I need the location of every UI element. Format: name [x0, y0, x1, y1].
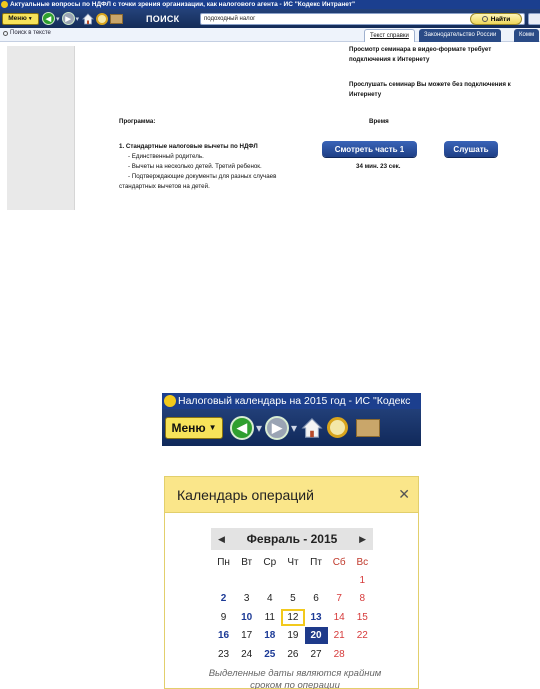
calendar-day[interactable]: 15 — [356, 611, 368, 623]
month-label: Февраль - 2015 — [246, 532, 338, 546]
calendar-day[interactable]: 10 — [241, 611, 253, 623]
window-titlebar — [162, 393, 421, 409]
weekday-row — [212, 553, 374, 571]
secondary-toolbar — [0, 28, 540, 42]
calendar-day[interactable]: 27 — [310, 648, 322, 660]
calendar-day[interactable]: 19 — [287, 630, 299, 642]
program-item-line: - Подтверждающие документы для разных случаев — [128, 173, 277, 180]
calendar-day[interactable]: 6 — [313, 593, 319, 605]
calendar-day[interactable]: 8 — [359, 593, 366, 605]
calendar-empty-cell — [351, 646, 374, 663]
calendar-day[interactable]: 26 — [287, 648, 299, 660]
calendar-day[interactable]: 5 — [290, 593, 296, 605]
calendar-day[interactable]: 16 — [218, 630, 230, 642]
search-label: ПОИСК — [146, 13, 180, 24]
calendar-day[interactable]: 22 — [356, 630, 368, 642]
calendar-week-row — [212, 627, 374, 645]
calendar-empty-cell — [235, 572, 258, 589]
calendar-week-row — [212, 590, 374, 608]
dialog-header — [165, 477, 418, 513]
box-icon[interactable] — [356, 419, 380, 437]
watch-part-1-button[interactable]: Смотреть часть 1 — [322, 141, 417, 157]
calendar-month-header — [211, 528, 373, 550]
operations-calendar-dialog — [164, 476, 419, 689]
time-label: Время — [369, 118, 389, 125]
toolbar — [162, 409, 421, 446]
weekday-label: Пт — [310, 556, 322, 568]
forward-icon[interactable]: ▶ — [265, 416, 289, 440]
calendar-day[interactable]: 7 — [336, 593, 342, 605]
weekday-label: Вт — [241, 556, 253, 568]
calendar-day[interactable]: 21 — [333, 630, 345, 642]
box-icon[interactable] — [110, 14, 123, 24]
calendar-window — [162, 393, 421, 689]
clock-icon[interactable] — [96, 13, 108, 25]
window-title: Налоговый календарь на 2015 год - ИС "Кодекс — [178, 395, 411, 407]
dialog-title: Календарь операций — [177, 486, 314, 503]
calendar-day[interactable]: 25 — [264, 648, 276, 660]
back-icon[interactable]: ◀ — [42, 12, 55, 25]
window-titlebar — [0, 0, 540, 9]
calendar-empty-cell — [212, 572, 235, 589]
calendar-day[interactable]: 20 — [305, 627, 328, 644]
close-icon[interactable]: ✕ — [398, 486, 410, 502]
program-item-line: - Вычеты на несколько детей. Третий ребенок. — [128, 163, 262, 170]
online-note: Просмотр семинара в видео-формате требует подключения к Интернету — [349, 46, 492, 63]
back-icon[interactable]: ◀ — [230, 416, 254, 440]
program-item-line: - Единственный родитель. — [128, 153, 204, 160]
menu-label: Меню — [8, 15, 27, 22]
calendar-week-row — [212, 571, 374, 589]
calendar-day[interactable]: 12 — [281, 609, 304, 626]
calendar-empty-cell — [305, 572, 328, 589]
history-dropdown-icon[interactable]: ▾ — [291, 420, 298, 435]
calendar-note: Выделенные даты являются крайним сроком по операции — [208, 668, 382, 689]
calendar-day[interactable]: 24 — [241, 648, 253, 660]
calendar-day[interactable]: 28 — [333, 648, 345, 660]
weekday-label: Чт — [287, 556, 299, 568]
app-icon — [164, 395, 176, 407]
find-button[interactable] — [470, 13, 522, 25]
forward-icon[interactable]: ▶ — [62, 12, 75, 25]
calendar-day[interactable]: 9 — [220, 611, 227, 623]
program-item-title: 1. Стандартные налоговые вычеты по НДФЛ — [119, 143, 258, 150]
calendar-day[interactable]: 14 — [333, 611, 345, 623]
history-dropdown-icon[interactable]: ▾ — [256, 420, 263, 435]
calendar-day[interactable]: 13 — [310, 611, 322, 623]
calendar-day[interactable]: 2 — [220, 593, 227, 605]
calendar-week-row — [212, 645, 374, 663]
program-label: Программа: — [119, 118, 156, 125]
calendar-day[interactable]: 3 — [243, 593, 250, 605]
tab-russian-legislation[interactable]: Законодательство России — [419, 29, 501, 42]
toolbar — [0, 9, 540, 28]
search-input[interactable]: подоходный налог — [200, 13, 525, 25]
calendar-empty-cell — [328, 572, 351, 589]
history-dropdown-icon[interactable]: ▾ — [75, 15, 80, 23]
search-in-text-button[interactable] — [3, 30, 51, 36]
calendar-day[interactable]: 11 — [264, 611, 275, 623]
weekday-label: Ср — [263, 556, 277, 568]
clock-icon[interactable] — [327, 417, 348, 438]
menu-button[interactable] — [2, 13, 39, 25]
calendar-day[interactable]: 1 — [359, 575, 366, 587]
seminar-window — [0, 0, 540, 210]
next-month-icon[interactable]: ▶ — [359, 533, 366, 544]
calendar-day[interactable]: 4 — [267, 593, 273, 605]
calendar-empty-cell — [258, 572, 281, 589]
menu-label: Меню — [171, 420, 206, 435]
weekday-label: Пн — [217, 556, 230, 568]
extra-tool-icon[interactable] — [528, 13, 540, 25]
calendar-day[interactable]: 18 — [264, 630, 276, 642]
tab-reference-text[interactable]: Текст справки — [364, 29, 415, 42]
calendar-grid — [212, 553, 374, 663]
weekday-label: Сб — [332, 556, 346, 568]
calendar-empty-cell — [281, 572, 304, 589]
search-icon — [3, 31, 8, 36]
menu-button[interactable] — [165, 417, 223, 439]
home-icon[interactable] — [82, 13, 94, 25]
calendar-day[interactable]: 23 — [218, 648, 230, 660]
calendar-week-row — [212, 608, 374, 626]
listen-button[interactable]: Слушать — [444, 141, 498, 157]
find-label: Найти — [490, 15, 511, 23]
chevron-down-icon: ▼ — [27, 15, 33, 22]
prev-month-icon[interactable]: ◀ — [218, 533, 225, 544]
calendar-day[interactable]: 17 — [241, 630, 253, 642]
history-dropdown-icon[interactable]: ▾ — [56, 15, 60, 23]
program-item-line: стандартных вычетов на детей. — [119, 183, 210, 190]
weekday-label: Вс — [356, 556, 369, 568]
search-icon — [482, 16, 488, 22]
search-in-text-label: Поиск в тексте — [10, 30, 51, 36]
offline-note: Прослушать семинар Вы можете без подключения к Интернету — [349, 81, 511, 98]
chevron-down-icon: ▼ — [208, 423, 217, 432]
tab-comments[interactable]: Комм — [514, 29, 539, 42]
window-title: Актуальные вопросы по НДФЛ с точки зрения организации, как налогового агента - ИС "Кодекс Интранет" — [10, 1, 356, 8]
duration: 34 мин. 23 сек. — [356, 163, 401, 170]
app-icon — [1, 1, 8, 8]
left-panel — [7, 46, 75, 210]
home-icon[interactable] — [301, 417, 323, 439]
